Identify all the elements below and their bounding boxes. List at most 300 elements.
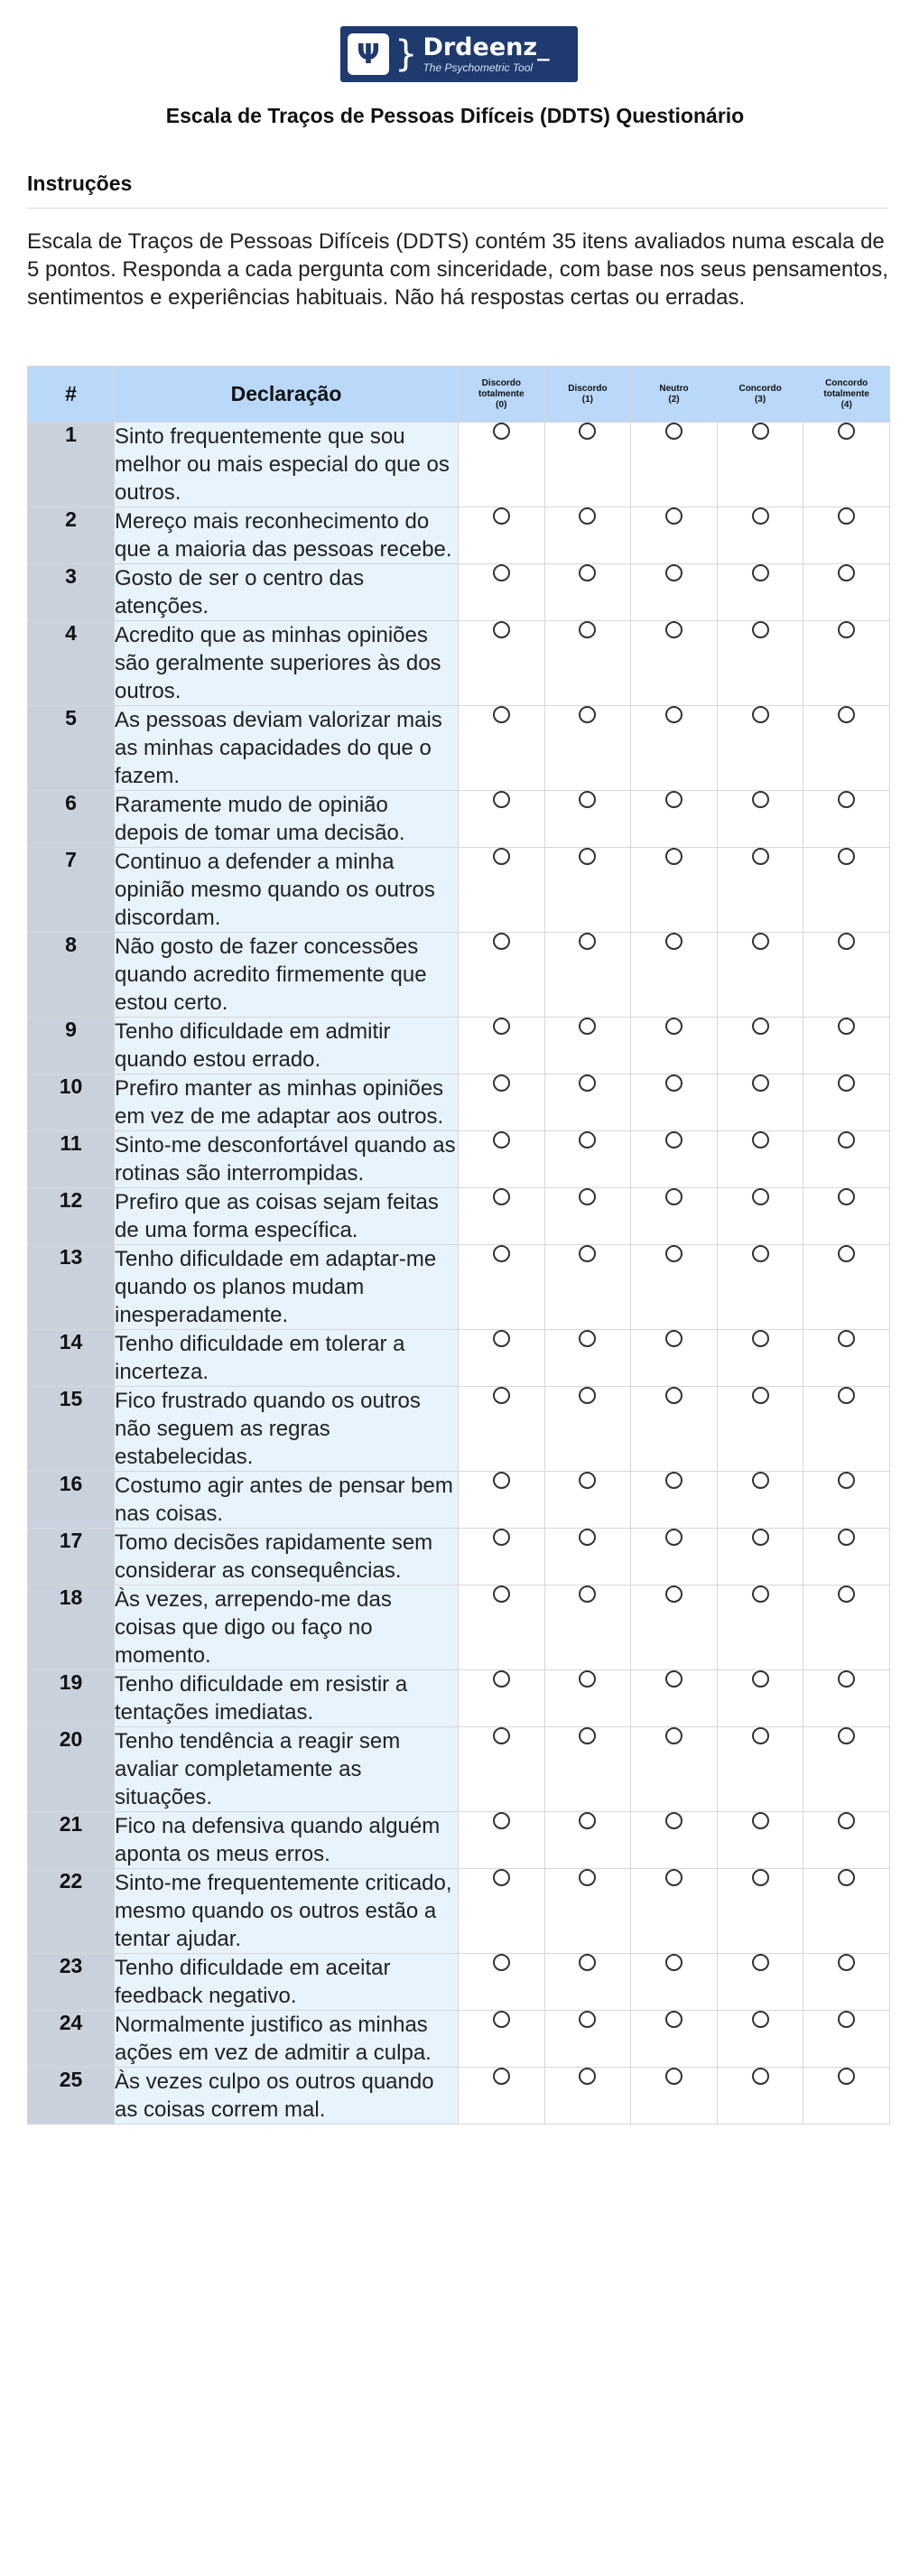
option-cell	[717, 706, 803, 791]
response-radio[interactable]	[579, 791, 596, 808]
response-radio[interactable]	[665, 564, 682, 581]
response-radio[interactable]	[838, 1131, 855, 1149]
response-radio[interactable]	[665, 933, 682, 950]
response-radio[interactable]	[665, 1727, 682, 1744]
option-cell	[631, 2011, 718, 2068]
item-statement: Prefiro que as coisas sejam feitas de uma forma específica.	[115, 1188, 459, 1245]
option-cell	[459, 423, 545, 507]
response-radio[interactable]	[838, 791, 855, 808]
option-cell	[631, 1869, 718, 1954]
option-cell	[803, 791, 890, 848]
option-cell	[459, 933, 545, 1018]
response-radio[interactable]	[838, 1245, 855, 1262]
response-radio[interactable]	[665, 848, 682, 865]
item-number: 4	[28, 621, 115, 706]
response-radio[interactable]	[752, 621, 769, 638]
option-value: (2)	[668, 394, 680, 405]
response-radio[interactable]	[838, 1188, 855, 1205]
response-radio[interactable]	[493, 1869, 510, 1886]
brand-logo	[340, 26, 578, 82]
option-cell	[544, 1074, 631, 1131]
response-radio[interactable]	[838, 1529, 855, 1546]
response-radio[interactable]	[493, 507, 510, 525]
response-radio[interactable]	[752, 1727, 769, 1744]
table-header-row	[28, 367, 890, 423]
item-statement: Tenho dificuldade em adaptar-me quando os planos mudam inesperadamente.	[115, 1245, 459, 1330]
response-radio[interactable]	[579, 933, 596, 950]
response-radio[interactable]	[493, 1529, 510, 1546]
item-statement: Não gosto de fazer concessões quando acredito firmemente que estou certo.	[115, 933, 459, 1018]
response-radio[interactable]	[493, 1586, 510, 1603]
option-cell	[631, 1018, 718, 1074]
response-radio[interactable]	[665, 1074, 682, 1092]
option-cell	[631, 1330, 718, 1387]
response-radio[interactable]	[752, 1529, 769, 1546]
option-cell	[717, 1018, 803, 1074]
response-radio[interactable]	[752, 1188, 769, 1205]
option-cell	[717, 423, 803, 507]
option-cell	[544, 1586, 631, 1670]
option-cell	[459, 2068, 545, 2125]
option-cell	[717, 848, 803, 933]
item-statement: Fico frustrado quando os outros não seguem as regras estabelecidas.	[115, 1387, 459, 1472]
response-radio[interactable]	[493, 2068, 510, 2085]
header-option	[544, 367, 631, 423]
option-cell	[459, 1670, 545, 1727]
header-number: #	[28, 367, 115, 423]
option-cell	[459, 1074, 545, 1131]
option-cell	[459, 2011, 545, 2068]
response-radio[interactable]	[493, 1387, 510, 1404]
response-radio[interactable]	[752, 791, 769, 808]
option-cell	[631, 1387, 718, 1472]
option-cell	[803, 848, 890, 933]
option-cell	[544, 2011, 631, 2068]
option-cell	[803, 1472, 890, 1529]
option-cell	[544, 621, 631, 706]
response-radio[interactable]	[579, 564, 596, 581]
response-radio[interactable]	[579, 1670, 596, 1688]
response-radio[interactable]	[493, 933, 510, 950]
option-cell	[459, 507, 545, 564]
table-row	[28, 1869, 890, 1954]
item-number: 11	[28, 1131, 115, 1188]
option-cell	[717, 1330, 803, 1387]
item-number: 5	[28, 706, 115, 791]
response-radio[interactable]	[838, 1586, 855, 1603]
response-radio[interactable]	[752, 2011, 769, 2028]
option-cell	[544, 1330, 631, 1387]
option-cell	[803, 1529, 890, 1586]
option-cell	[803, 1387, 890, 1472]
option-cell	[803, 507, 890, 564]
response-radio[interactable]	[493, 1954, 510, 1971]
option-value: (3)	[754, 394, 766, 405]
option-cell	[459, 1387, 545, 1472]
response-radio[interactable]	[838, 423, 855, 440]
response-radio[interactable]	[493, 1131, 510, 1149]
option-cell	[631, 1131, 718, 1188]
option-cell	[803, 1131, 890, 1188]
option-cell	[544, 1387, 631, 1472]
response-radio[interactable]	[752, 423, 769, 440]
response-radio[interactable]	[752, 1670, 769, 1688]
response-radio[interactable]	[752, 1330, 769, 1347]
response-radio[interactable]	[665, 1670, 682, 1688]
option-cell	[717, 507, 803, 564]
option-cell	[631, 1954, 718, 2011]
option-value: (4)	[840, 399, 852, 410]
item-number: 16	[28, 1472, 115, 1529]
response-radio[interactable]	[838, 1954, 855, 1971]
option-cell	[459, 706, 545, 791]
response-radio[interactable]	[493, 621, 510, 638]
table-row	[28, 2068, 890, 2125]
option-cell	[631, 1529, 718, 1586]
option-cell	[459, 1330, 545, 1387]
option-cell	[544, 933, 631, 1018]
response-radio[interactable]	[579, 423, 596, 440]
response-radio[interactable]	[752, 933, 769, 950]
option-cell	[459, 848, 545, 933]
response-radio[interactable]	[665, 1472, 682, 1489]
option-cell	[631, 933, 718, 1018]
response-radio[interactable]	[579, 1387, 596, 1404]
response-radio[interactable]	[838, 1812, 855, 1829]
response-radio[interactable]	[579, 1074, 596, 1092]
option-cell	[717, 2011, 803, 2068]
response-radio[interactable]	[579, 1018, 596, 1035]
option-cell	[717, 1074, 803, 1131]
questionnaire-table	[27, 366, 890, 2125]
option-label: Neutro	[659, 383, 689, 394]
option-cell	[717, 564, 803, 621]
response-radio[interactable]	[752, 1586, 769, 1603]
response-radio[interactable]	[493, 1812, 510, 1829]
response-radio[interactable]	[752, 1472, 769, 1489]
option-cell	[459, 1812, 545, 1869]
response-radio[interactable]	[752, 1954, 769, 1971]
item-statement: Tenho dificuldade em resistir a tentações imediatas.	[115, 1670, 459, 1727]
option-cell	[717, 933, 803, 1018]
option-cell	[803, 564, 890, 621]
response-radio[interactable]	[579, 1472, 596, 1489]
option-cell	[544, 1529, 631, 1586]
item-statement: Gosto de ser o centro das atenções.	[115, 564, 459, 621]
item-number: 20	[28, 1727, 115, 1812]
option-cell	[717, 1472, 803, 1529]
response-radio[interactable]	[838, 564, 855, 581]
item-number: 6	[28, 791, 115, 848]
response-radio[interactable]	[493, 564, 510, 581]
response-radio[interactable]	[752, 848, 769, 865]
response-radio[interactable]	[665, 1586, 682, 1603]
response-radio[interactable]	[493, 791, 510, 808]
table-row	[28, 933, 890, 1018]
option-cell	[459, 564, 545, 621]
option-cell	[803, 1245, 890, 1330]
table-row	[28, 1330, 890, 1387]
response-radio[interactable]	[752, 1131, 769, 1149]
item-number: 23	[28, 1954, 115, 2011]
response-radio[interactable]	[493, 1018, 510, 1035]
item-number: 24	[28, 2011, 115, 2068]
option-cell	[544, 706, 631, 791]
response-radio[interactable]	[579, 1245, 596, 1262]
table-row	[28, 706, 890, 791]
item-statement: Prefiro manter as minhas opiniões em vez de me adaptar aos outros.	[115, 1074, 459, 1131]
response-radio[interactable]	[665, 621, 682, 638]
response-radio[interactable]	[493, 1472, 510, 1489]
item-statement: As pessoas deviam valorizar mais as minhas capacidades do que o fazem.	[115, 706, 459, 791]
response-radio[interactable]	[838, 2068, 855, 2085]
response-radio[interactable]	[579, 1869, 596, 1886]
option-cell	[459, 1727, 545, 1812]
response-radio[interactable]	[579, 1529, 596, 1546]
response-radio[interactable]	[838, 1018, 855, 1035]
response-radio[interactable]	[752, 507, 769, 525]
response-radio[interactable]	[838, 1472, 855, 1489]
option-cell	[631, 791, 718, 848]
response-radio[interactable]	[665, 1330, 682, 1347]
item-statement: Sinto-me frequentemente criticado, mesmo quando os outros estão a tentar ajudar.	[115, 1869, 459, 1954]
response-radio[interactable]	[579, 2068, 596, 2085]
item-statement: Tomo decisões rapidamente sem considerar as consequências.	[115, 1529, 459, 1586]
item-statement: Fico na defensiva quando alguém aponta os meus erros.	[115, 1812, 459, 1869]
table-row	[28, 1074, 890, 1131]
option-cell	[803, 423, 890, 507]
option-cell	[717, 1727, 803, 1812]
option-cell	[631, 1245, 718, 1330]
response-radio[interactable]	[579, 848, 596, 865]
response-radio[interactable]	[493, 1245, 510, 1262]
table-row	[28, 848, 890, 933]
option-cell	[544, 1954, 631, 2011]
response-radio[interactable]	[579, 507, 596, 525]
response-radio[interactable]	[665, 423, 682, 440]
table-row	[28, 1018, 890, 1074]
response-radio[interactable]	[838, 1330, 855, 1347]
instructions-text: Escala de Traços de Pessoas Difíceis (DDTS) contém 35 itens avaliados numa escala de 5 pontos. Responda a cada pergunta com sinceridade, com base nos seus pensamentos, sentimentos e experiências habituais. Não há respostas certas ou erradas.	[27, 229, 888, 310]
header-option	[717, 367, 803, 423]
option-cell	[631, 1812, 718, 1869]
item-number: 15	[28, 1387, 115, 1472]
response-radio[interactable]	[579, 1586, 596, 1603]
response-radio[interactable]	[838, 1869, 855, 1886]
option-cell	[631, 1188, 718, 1245]
response-radio[interactable]	[579, 706, 596, 723]
option-cell	[459, 1472, 545, 1529]
item-statement: Tenho dificuldade em aceitar feedback negativo.	[115, 1954, 459, 2011]
option-cell	[631, 507, 718, 564]
item-statement: Às vezes culpo os outros quando as coisas correm mal.	[115, 2068, 459, 2125]
option-cell	[544, 1869, 631, 1954]
response-radio[interactable]	[493, 1670, 510, 1688]
response-radio[interactable]	[838, 706, 855, 723]
option-cell	[631, 1727, 718, 1812]
table-row	[28, 1727, 890, 1812]
table-row	[28, 423, 890, 507]
response-radio[interactable]	[665, 507, 682, 525]
item-statement: Costumo agir antes de pensar bem nas coisas.	[115, 1472, 459, 1529]
option-cell	[544, 1472, 631, 1529]
response-radio[interactable]	[752, 1869, 769, 1886]
option-cell	[544, 423, 631, 507]
response-radio[interactable]	[493, 1188, 510, 1205]
response-radio[interactable]	[665, 1188, 682, 1205]
response-radio[interactable]	[665, 1954, 682, 1971]
brace-icon: }	[395, 33, 418, 75]
option-cell	[544, 1670, 631, 1727]
response-radio[interactable]	[665, 1131, 682, 1149]
logo-tagline: The Psychometric Tool	[422, 61, 534, 74]
option-cell	[717, 1869, 803, 1954]
item-number: 18	[28, 1586, 115, 1670]
option-label: Concordo totalmente	[823, 377, 869, 399]
response-radio[interactable]	[579, 1131, 596, 1149]
item-number: 2	[28, 507, 115, 564]
option-cell	[544, 1727, 631, 1812]
response-radio[interactable]	[665, 1018, 682, 1035]
response-radio[interactable]	[493, 1330, 510, 1347]
item-statement: Raramente mudo de opinião depois de tomar uma decisão.	[115, 791, 459, 848]
option-cell	[803, 1670, 890, 1727]
response-radio[interactable]	[838, 1727, 855, 1744]
option-cell	[717, 2068, 803, 2125]
option-cell	[717, 1812, 803, 1869]
option-cell	[544, 848, 631, 933]
response-radio[interactable]	[665, 1869, 682, 1886]
response-radio[interactable]	[838, 2011, 855, 2028]
option-cell	[717, 1245, 803, 1330]
table-row	[28, 1529, 890, 1586]
psi-logo-icon: Ψ	[348, 33, 389, 75]
table-row	[28, 507, 890, 564]
item-statement: Às vezes, arrependo-me das coisas que digo ou faço no momento.	[115, 1586, 459, 1670]
response-radio[interactable]	[665, 2068, 682, 2085]
item-statement: Tenho dificuldade em admitir quando estou errado.	[115, 1018, 459, 1074]
response-radio[interactable]	[579, 1188, 596, 1205]
option-cell	[631, 2068, 718, 2125]
response-radio[interactable]	[665, 706, 682, 723]
response-radio[interactable]	[493, 848, 510, 865]
option-cell	[717, 791, 803, 848]
item-number: 3	[28, 564, 115, 621]
table-row	[28, 791, 890, 848]
response-radio[interactable]	[493, 2011, 510, 2028]
response-radio[interactable]	[493, 706, 510, 723]
table-row	[28, 1586, 890, 1670]
response-radio[interactable]	[752, 564, 769, 581]
response-radio[interactable]	[838, 1074, 855, 1092]
page-title: Escala de Traços de Pessoas Difíceis (DDTS) Questionário	[165, 104, 745, 127]
option-cell	[459, 1869, 545, 1954]
response-radio[interactable]	[493, 423, 510, 440]
option-cell	[803, 1727, 890, 1812]
item-statement: Tenho tendência a reagir sem avaliar completamente as situações.	[115, 1727, 459, 1812]
response-radio[interactable]	[493, 1074, 510, 1092]
option-cell	[803, 1188, 890, 1245]
response-radio[interactable]	[752, 1018, 769, 1035]
response-radio[interactable]	[665, 1812, 682, 1829]
response-radio[interactable]	[838, 933, 855, 950]
response-radio[interactable]	[752, 1812, 769, 1829]
response-radio[interactable]	[579, 1954, 596, 1971]
header-statement: Declaração	[115, 367, 459, 423]
option-cell	[544, 1018, 631, 1074]
item-number: 21	[28, 1812, 115, 1869]
option-cell	[803, 1330, 890, 1387]
item-number: 1	[28, 423, 115, 507]
option-cell	[803, 1954, 890, 2011]
response-radio[interactable]	[665, 1245, 682, 1262]
option-cell	[717, 1529, 803, 1586]
response-radio[interactable]	[665, 791, 682, 808]
response-radio[interactable]	[665, 2011, 682, 2028]
table-row	[28, 2011, 890, 2068]
option-cell	[459, 1245, 545, 1330]
response-radio[interactable]	[579, 1727, 596, 1744]
item-number: 7	[28, 848, 115, 933]
response-radio[interactable]	[579, 1330, 596, 1347]
response-radio[interactable]	[838, 1670, 855, 1688]
table-row	[28, 1245, 890, 1330]
response-radio[interactable]	[579, 1812, 596, 1829]
table-row	[28, 1954, 890, 2011]
logo-text	[422, 34, 549, 74]
option-cell	[459, 791, 545, 848]
item-statement: Sinto-me desconfortável quando as rotinas são interrompidas.	[115, 1131, 459, 1188]
option-label: Concordo	[738, 383, 782, 394]
response-radio[interactable]	[579, 621, 596, 638]
response-radio[interactable]	[838, 507, 855, 525]
option-cell	[717, 1586, 803, 1670]
response-radio[interactable]	[752, 1074, 769, 1092]
response-radio[interactable]	[838, 848, 855, 865]
response-radio[interactable]	[579, 2011, 596, 2028]
option-label: Discordo totalmente	[478, 377, 525, 399]
response-radio[interactable]	[838, 1387, 855, 1404]
option-cell	[717, 1188, 803, 1245]
response-radio[interactable]	[752, 1245, 769, 1262]
option-cell	[544, 1188, 631, 1245]
item-number: 19	[28, 1670, 115, 1727]
option-cell	[717, 1387, 803, 1472]
item-number: 12	[28, 1188, 115, 1245]
response-radio[interactable]	[665, 1529, 682, 1546]
response-radio[interactable]	[493, 1727, 510, 1744]
option-cell	[803, 1074, 890, 1131]
header-option	[459, 367, 545, 423]
response-radio[interactable]	[665, 1387, 682, 1404]
option-cell	[717, 621, 803, 706]
response-radio[interactable]	[752, 1387, 769, 1404]
option-cell	[631, 1670, 718, 1727]
response-radio[interactable]	[752, 706, 769, 723]
instructions-heading: Instruções	[27, 172, 133, 195]
response-radio[interactable]	[838, 621, 855, 638]
option-cell	[631, 1472, 718, 1529]
response-radio[interactable]	[752, 2068, 769, 2085]
item-statement: Mereço mais reconhecimento do que a maioria das pessoas recebe.	[115, 507, 459, 564]
option-cell	[544, 2068, 631, 2125]
option-cell	[544, 564, 631, 621]
header-option	[803, 367, 890, 423]
option-cell	[544, 1812, 631, 1869]
option-cell	[544, 1131, 631, 1188]
option-cell	[803, 1869, 890, 1954]
option-cell	[631, 423, 718, 507]
